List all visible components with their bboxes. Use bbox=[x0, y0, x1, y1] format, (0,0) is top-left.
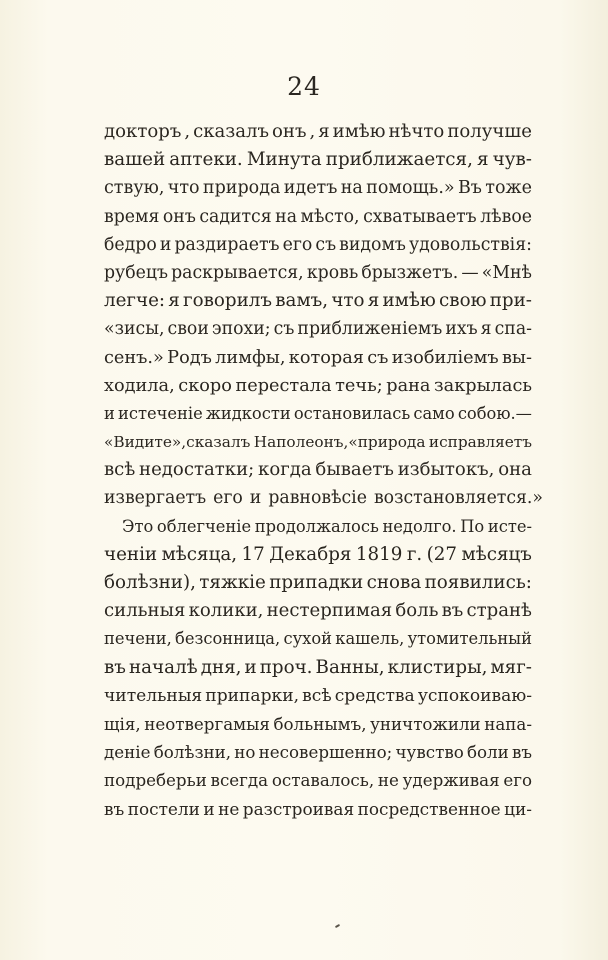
word: «Видите»,сказалъ bbox=[104, 433, 251, 452]
word: въ bbox=[104, 656, 126, 678]
word: я bbox=[367, 290, 380, 312]
word: удовольствія: bbox=[408, 234, 532, 255]
text-line bbox=[104, 428, 532, 456]
word: успокоиваю- bbox=[417, 685, 532, 706]
word: я bbox=[168, 290, 180, 312]
word: онъ bbox=[272, 121, 307, 142]
word: безсонница, bbox=[175, 629, 281, 649]
word: снова bbox=[366, 572, 422, 593]
word: чув- bbox=[492, 149, 532, 171]
word: скоро bbox=[178, 375, 232, 396]
word: извергаетъ bbox=[104, 488, 207, 509]
word: припарки, bbox=[205, 685, 300, 706]
word: свои bbox=[167, 319, 209, 340]
word: собою.— bbox=[457, 403, 532, 423]
word: рубецъ bbox=[104, 262, 168, 283]
word: щія, bbox=[104, 713, 141, 734]
word: при- bbox=[489, 290, 532, 312]
word: утомительный bbox=[407, 629, 532, 649]
word: природа bbox=[202, 178, 281, 199]
word: съ bbox=[367, 347, 389, 368]
word: напа- bbox=[484, 713, 532, 734]
word: удерживая bbox=[402, 770, 500, 791]
word: съ bbox=[315, 234, 337, 255]
body-text bbox=[104, 118, 544, 823]
word: продолжалось bbox=[254, 516, 379, 536]
word: которая bbox=[288, 347, 364, 368]
word: сухой bbox=[283, 629, 332, 649]
word: и bbox=[249, 488, 262, 509]
word: получше bbox=[447, 121, 532, 142]
word: раздираетъ bbox=[174, 234, 280, 255]
word: помощь.» bbox=[366, 178, 455, 199]
word: чувство bbox=[395, 742, 464, 763]
word: но bbox=[234, 742, 256, 763]
word: — bbox=[461, 262, 479, 283]
word: оставалось, bbox=[271, 770, 375, 791]
word: мяг- bbox=[490, 656, 532, 678]
text-line bbox=[104, 513, 532, 541]
word: , bbox=[309, 121, 316, 142]
word: бываетъ bbox=[315, 459, 394, 481]
word: сильныя bbox=[104, 600, 186, 622]
word: припадки bbox=[269, 572, 364, 593]
word: видомъ bbox=[339, 234, 406, 255]
word: въ bbox=[104, 798, 125, 819]
word: я bbox=[318, 121, 330, 142]
word: 17 bbox=[241, 543, 265, 565]
word: докторъ bbox=[104, 121, 182, 142]
word: когда bbox=[258, 459, 312, 481]
word: посредственное bbox=[357, 798, 501, 819]
text-line bbox=[104, 372, 532, 400]
word: перестала bbox=[235, 375, 332, 396]
word: недостатки; bbox=[139, 459, 255, 481]
text-line bbox=[104, 625, 532, 653]
word: чительныя bbox=[104, 685, 203, 706]
word: избытокъ, bbox=[397, 459, 495, 481]
word: уничтожили bbox=[370, 713, 481, 734]
word: Ванны, bbox=[315, 656, 385, 678]
text-line bbox=[104, 118, 532, 146]
word: тоже bbox=[485, 178, 532, 199]
word: ченіи bbox=[104, 543, 158, 565]
word: истеченіе bbox=[118, 403, 203, 423]
word: По bbox=[460, 516, 485, 536]
text-line bbox=[104, 315, 532, 343]
word: лимфы, bbox=[215, 347, 286, 368]
word: исправляетъ bbox=[428, 433, 532, 452]
word: и bbox=[159, 234, 172, 255]
word: бедро bbox=[104, 234, 157, 255]
text-line bbox=[104, 569, 532, 597]
word: не bbox=[218, 798, 240, 819]
word: течь; bbox=[335, 375, 383, 396]
word: на bbox=[275, 206, 297, 227]
word: Декабря bbox=[269, 543, 352, 565]
word: кашель, bbox=[335, 629, 405, 649]
word: облегченіе bbox=[156, 516, 252, 536]
word: говорилъ bbox=[183, 290, 273, 312]
word: всѣ bbox=[302, 685, 332, 706]
word: Это bbox=[122, 516, 154, 536]
word: приближается, bbox=[325, 149, 473, 171]
text-line bbox=[104, 174, 532, 202]
word: закрылась bbox=[434, 375, 532, 396]
word: аптеки. bbox=[169, 149, 243, 171]
word: и bbox=[244, 656, 257, 678]
word: постели bbox=[127, 798, 200, 819]
word: на bbox=[340, 178, 363, 199]
word: брызжетъ. bbox=[361, 262, 459, 283]
word: ходила, bbox=[104, 375, 175, 396]
text-line bbox=[104, 203, 532, 231]
word: боль bbox=[395, 600, 439, 622]
word: г. bbox=[406, 543, 423, 565]
word: имѣю bbox=[382, 290, 436, 312]
word: изобиліемъ bbox=[391, 347, 499, 368]
word: равновѣсіе bbox=[268, 488, 367, 509]
text-line bbox=[104, 484, 544, 512]
word: онъ bbox=[162, 206, 196, 227]
word: нестерпимая bbox=[266, 600, 393, 622]
word: печени, bbox=[104, 629, 172, 649]
word: нѣчто bbox=[388, 121, 445, 142]
word: средства bbox=[334, 685, 415, 706]
word: больнымъ, bbox=[273, 713, 367, 734]
text-line bbox=[104, 738, 532, 766]
word: появились: bbox=[424, 572, 532, 593]
word: 1819 bbox=[355, 543, 403, 565]
word: несовершенно; bbox=[258, 742, 393, 763]
word: Минута bbox=[246, 149, 322, 171]
word: остановилась bbox=[293, 403, 411, 423]
word: жидкости bbox=[205, 403, 291, 423]
text-line bbox=[104, 146, 532, 174]
word: я bbox=[480, 319, 492, 340]
word: ци- bbox=[504, 798, 532, 819]
word: Въ bbox=[457, 178, 482, 199]
word: не bbox=[377, 770, 399, 791]
word: всегда bbox=[210, 770, 269, 791]
page-number: 24 bbox=[287, 72, 321, 101]
word: сказалъ bbox=[193, 121, 270, 142]
word: спа- bbox=[494, 319, 532, 340]
word: съ bbox=[273, 319, 295, 340]
word: лѣвое bbox=[480, 206, 532, 227]
word: , bbox=[184, 121, 191, 142]
word: его bbox=[503, 770, 532, 791]
word: въ bbox=[511, 742, 532, 763]
word: колики, bbox=[188, 600, 264, 622]
word: имѣю bbox=[332, 121, 386, 142]
text-line bbox=[104, 597, 532, 625]
text-line bbox=[104, 400, 532, 428]
text-line bbox=[104, 259, 532, 287]
word: вы- bbox=[501, 347, 532, 368]
word: его bbox=[282, 234, 313, 255]
word: тяжкіе bbox=[199, 572, 266, 593]
paper-speck bbox=[335, 924, 340, 928]
word: и bbox=[104, 403, 115, 423]
word: болѣзни, bbox=[153, 742, 232, 763]
word: я bbox=[476, 149, 489, 171]
word: странѣ bbox=[466, 600, 532, 622]
word: легче: bbox=[104, 290, 166, 312]
text-line bbox=[104, 795, 532, 823]
word: «зисы, bbox=[104, 319, 165, 340]
word: болѣзни), bbox=[104, 572, 196, 593]
word: въ bbox=[441, 600, 464, 622]
word: подреберьи bbox=[104, 770, 207, 791]
word: неотвергамыя bbox=[144, 713, 270, 734]
word: «Мнѣ bbox=[481, 262, 532, 283]
word: мѣсяцъ bbox=[461, 543, 532, 565]
word: мѣсто, bbox=[300, 206, 360, 227]
word: клистиры, bbox=[387, 656, 488, 678]
word: ихъ bbox=[445, 319, 478, 340]
text-line bbox=[104, 231, 532, 259]
word: боли bbox=[466, 742, 509, 763]
word: мѣсяца, bbox=[161, 543, 238, 565]
word: что bbox=[167, 178, 200, 199]
text-line bbox=[104, 344, 532, 372]
word: и bbox=[203, 798, 215, 819]
word: идетъ bbox=[283, 178, 338, 199]
word: раскрывается, bbox=[171, 262, 304, 283]
word: свою bbox=[439, 290, 487, 312]
text-line bbox=[104, 710, 532, 738]
word: вашей bbox=[104, 149, 166, 171]
word: ствую, bbox=[104, 178, 165, 199]
word: проч. bbox=[259, 656, 313, 678]
word: возстановляется.» bbox=[373, 488, 544, 509]
word: само bbox=[413, 403, 455, 423]
word: разстроивая bbox=[242, 798, 355, 819]
word: приближеніемъ bbox=[297, 319, 443, 340]
word: садится bbox=[199, 206, 272, 227]
text-line bbox=[104, 456, 532, 484]
text-line bbox=[104, 654, 532, 682]
word: недолго. bbox=[382, 516, 457, 536]
word: Наполеонъ,«природа bbox=[253, 433, 426, 452]
word: схватываетъ bbox=[363, 206, 477, 227]
word: эпохи; bbox=[211, 319, 271, 340]
word: она bbox=[498, 459, 532, 481]
word: исте- bbox=[487, 516, 532, 536]
word: началѣ bbox=[128, 656, 198, 678]
text-line bbox=[104, 287, 532, 315]
word: всѣ bbox=[104, 459, 136, 481]
word: время bbox=[104, 206, 160, 227]
word: что bbox=[331, 290, 365, 312]
text-line bbox=[104, 541, 532, 569]
word: сенъ.» bbox=[104, 347, 164, 368]
word: (27 bbox=[426, 543, 458, 565]
word: Родъ bbox=[167, 347, 212, 368]
word: кровь bbox=[306, 262, 359, 283]
word: деніе bbox=[104, 742, 151, 763]
word: его bbox=[213, 488, 243, 509]
word: дня, bbox=[200, 656, 242, 678]
word: вамъ, bbox=[275, 290, 329, 312]
word: рана bbox=[386, 375, 431, 396]
text-line bbox=[104, 682, 532, 710]
text-line bbox=[104, 766, 532, 794]
